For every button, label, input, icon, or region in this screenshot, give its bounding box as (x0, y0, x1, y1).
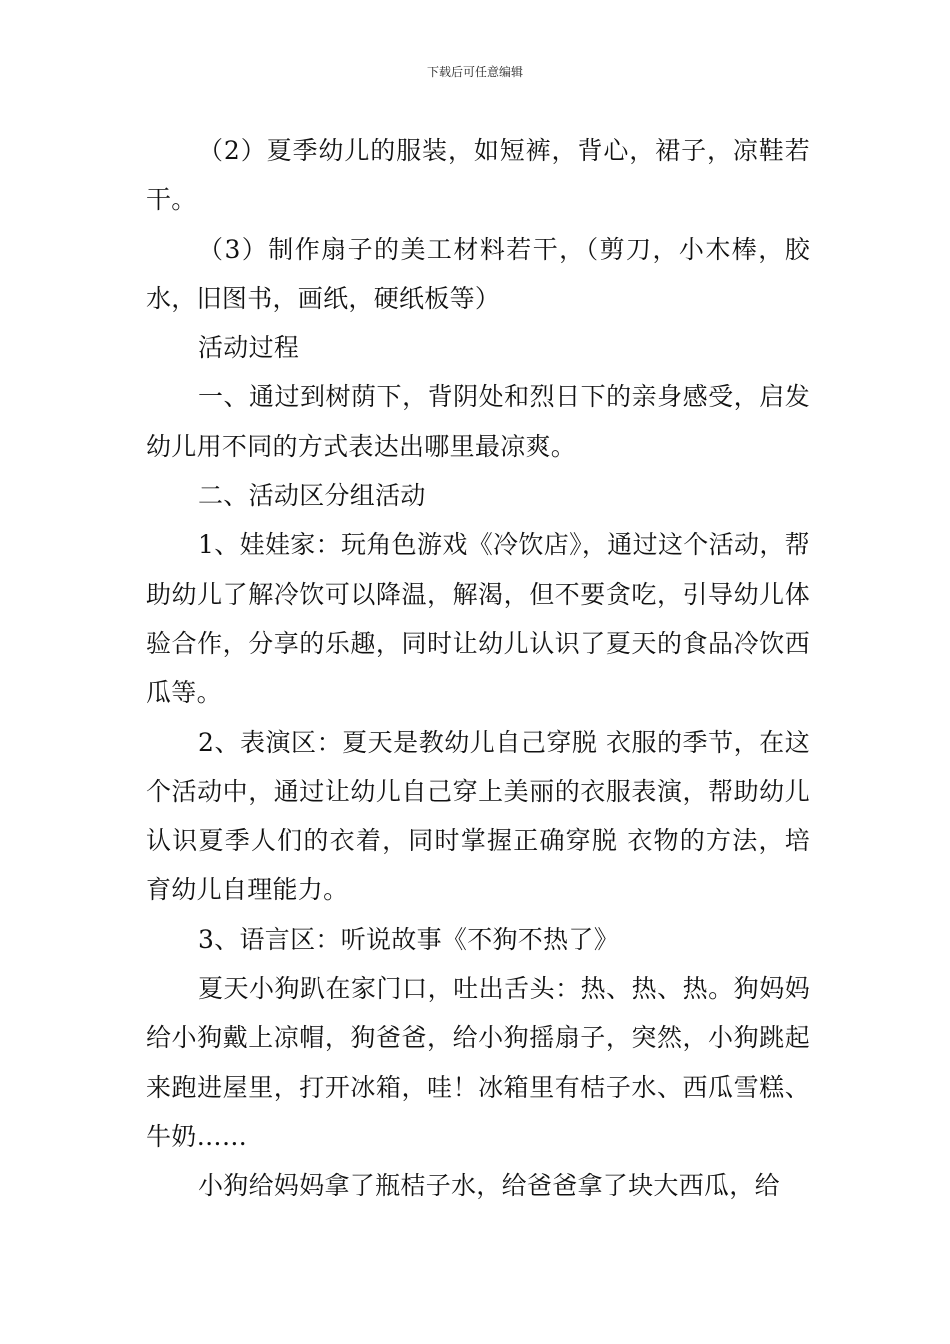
paragraph-story-part-2: 小狗给妈妈拿了瓶桔子水，给爸爸拿了块大西瓜，给 (198, 1171, 780, 1201)
paragraph-performance-area: 2、表演区：夏天是教幼儿自己穿脱 衣服的季节，在这个活动中，通过让幼儿自己穿上美丽的衣服表演，帮助幼儿认识夏季人们的衣着，同时掌握正确穿脱 衣物的方法，培育幼儿自理能力。 (146, 727, 810, 905)
section-heading-group-activity: 二、活动区分组活动 (198, 481, 426, 511)
paragraph-materials-2: （2）夏季幼儿的服装，如短裤，背心，裙子，凉鞋若干。 (146, 136, 810, 215)
paragraph-story-part-1: 夏天小狗趴在家门口，吐出舌头：热、热、热。狗妈妈给小狗戴上凉帽，狗爸爸，给小狗摇扇子，突然，小狗跳起来跑进屋里，打开冰箱，哇！冰箱里有桔子水、西瓜雪糕、牛奶…… (146, 974, 810, 1151)
page-header: 下载后可任意编辑 (426, 65, 523, 79)
section-heading-activity-process: 活动过程 (198, 333, 300, 363)
document-body (146, 126, 810, 1211)
paragraph-materials-3: （3）制作扇子的美工材料若干，（剪刀，小木棒，胶水，旧图书，画纸，硬纸板等） (146, 234, 810, 313)
paragraph-step-one: 一、通过到树荫下，背阴处和烈日下的亲身感受，启发幼儿用不同的方式表达出哪里最凉爽。 (146, 382, 810, 461)
paragraph-doll-house: 1、娃娃家：玩角色游戏《冷饮店》，通过这个活动，帮助幼儿了解冷饮可以降温，解渴，但不要贪吃，引导幼儿体验合作，分享的乐趣，同时让幼儿认识了夏天的食品冷饮西瓜等。 (146, 530, 810, 708)
paragraph-language-area: 3、语言区：听说故事《不狗不热了》 (198, 924, 620, 954)
